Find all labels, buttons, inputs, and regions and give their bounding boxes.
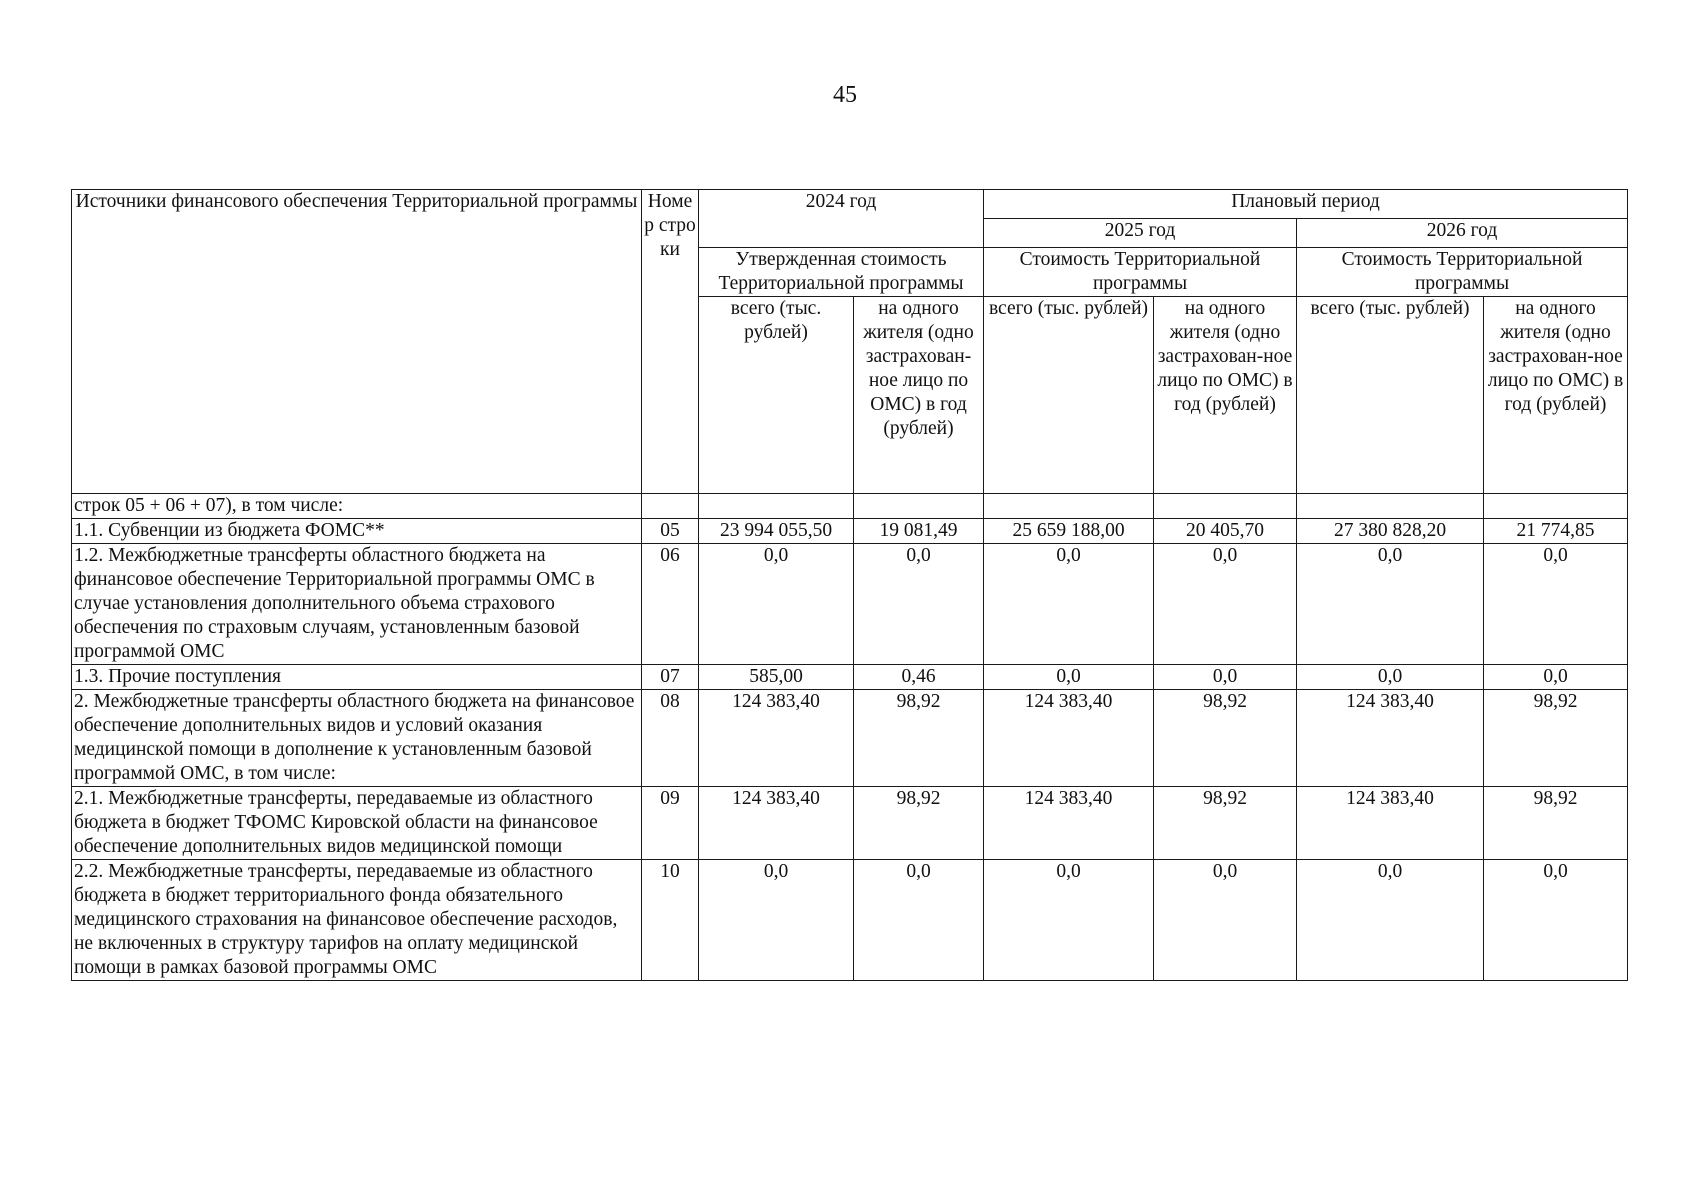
source-cell: 1.2. Межбюджетные трансферты областного бюджета на финансовое обеспечение Территориальной программы ОМС в случае установления дополнительного объема страхового обеспечения по страховым случаям, установленным базовой программой ОМС [72,544,642,665]
value-cell: 124 383,40 [984,690,1154,787]
line-cell [642,494,699,519]
value-cell: 27 380 828,20 [1297,519,1484,544]
value-cell: 0,0 [854,860,984,981]
source-cell: строк 05 + 06 + 07), в том числе: [72,494,642,519]
value-cell: 0,0 [1484,665,1628,690]
planned-period-header: Плановый период [984,190,1628,219]
line-cell: 09 [642,787,699,860]
value-cell: 124 383,40 [699,690,854,787]
cost-2025-header: Стоимость Территориальной программы [984,248,1297,297]
value-cell: 98,92 [1154,787,1297,860]
value-cell: 0,0 [984,665,1154,690]
value-cell [1154,494,1297,519]
year-2026-header: 2026 год [1297,219,1628,248]
value-cell: 0,46 [854,665,984,690]
line-cell: 05 [642,519,699,544]
table-row [72,519,1628,544]
value-cell: 124 383,40 [984,787,1154,860]
value-cell: 23 994 055,50 [699,519,854,544]
source-cell: 1.3. Прочие поступления [72,665,642,690]
line-cell: 06 [642,544,699,665]
value-cell: 20 405,70 [1154,519,1297,544]
line-cell: 08 [642,690,699,787]
page-number: 45 [833,82,857,108]
value-cell [699,494,854,519]
value-cell [1297,494,1484,519]
value-cell: 19 081,49 [854,519,984,544]
per-capita-header-2025: на одного жителя (одно застрахован-ное лицо по ОМС) в год (рублей) [1154,297,1297,494]
value-cell [854,494,984,519]
value-cell: 98,92 [1484,787,1628,860]
value-cell: 21 774,85 [1484,519,1628,544]
value-cell: 124 383,40 [699,787,854,860]
table-row [72,690,1628,787]
total-header-2024: всего (тыс. рублей) [699,297,854,494]
value-cell: 0,0 [1154,665,1297,690]
value-cell: 0,0 [1297,860,1484,981]
value-cell [984,494,1154,519]
value-cell: 124 383,40 [1297,690,1484,787]
year-2025-header: 2025 год [984,219,1297,248]
value-cell: 98,92 [854,690,984,787]
source-column-header: Источники финансового обеспечения Территориальной программы [72,190,642,494]
value-cell: 124 383,40 [1297,787,1484,860]
year-2024-header: 2024 год [699,190,984,248]
per-capita-header-2026: на одного жителя (одно застрахован-ное лицо по ОМС) в год (рублей) [1484,297,1628,494]
table-row [72,494,1628,519]
line-cell: 10 [642,860,699,981]
value-cell: 0,0 [699,544,854,665]
value-cell: 98,92 [1154,690,1297,787]
per-capita-header-2024: на одного жителя (одно застрахован-ное лицо по ОМС) в год (рублей) [854,297,984,494]
table-row [72,860,1628,981]
value-cell: 25 659 188,00 [984,519,1154,544]
line-number-column-header: Номер строки [642,190,699,494]
value-cell: 98,92 [1484,690,1628,787]
source-cell: 2.1. Межбюджетные трансферты, передаваемые из областного бюджета в бюджет ТФОМС Кировской области на финансовое обеспечение дополнительных видов медицинской помощи [72,787,642,860]
value-cell: 0,0 [1297,665,1484,690]
value-cell: 0,0 [984,860,1154,981]
value-cell: 0,0 [984,544,1154,665]
table-row [72,787,1628,860]
approved-cost-header: Утвержденная стоимость Территориальной программы [699,248,984,297]
source-cell: 2. Межбюджетные трансферты областного бюджета на финансовое обеспечение дополнительных видов и условий оказания медицинской помощи в дополнение к установленным базовой программой ОМС, в том числе: [72,690,642,787]
financing-table [71,189,1628,981]
table-row [72,665,1628,690]
value-cell: 98,92 [854,787,984,860]
total-header-2026: всего (тыс. рублей) [1297,297,1484,494]
value-cell: 0,0 [854,544,984,665]
table-row [72,544,1628,665]
source-cell: 1.1. Субвенции из бюджета ФОМС** [72,519,642,544]
value-cell: 0,0 [1297,544,1484,665]
value-cell: 0,0 [1484,860,1628,981]
value-cell: 0,0 [1154,860,1297,981]
value-cell: 0,0 [1484,544,1628,665]
total-header-2025: всего (тыс. рублей) [984,297,1154,494]
value-cell: 0,0 [699,860,854,981]
value-cell: 585,00 [699,665,854,690]
value-cell [1484,494,1628,519]
cost-2026-header: Стоимость Территориальной программы [1297,248,1628,297]
source-cell: 2.2. Межбюджетные трансферты, передаваемые из областного бюджета в бюджет территориального фонда обязательного медицинского страхования на финансовое обеспечение расходов, не включенных в структуру тарифов на оплату медицинской помощи в рамках базовой программы ОМС [72,860,642,981]
header-row-1 [72,190,1628,219]
value-cell: 0,0 [1154,544,1297,665]
line-cell: 07 [642,665,699,690]
